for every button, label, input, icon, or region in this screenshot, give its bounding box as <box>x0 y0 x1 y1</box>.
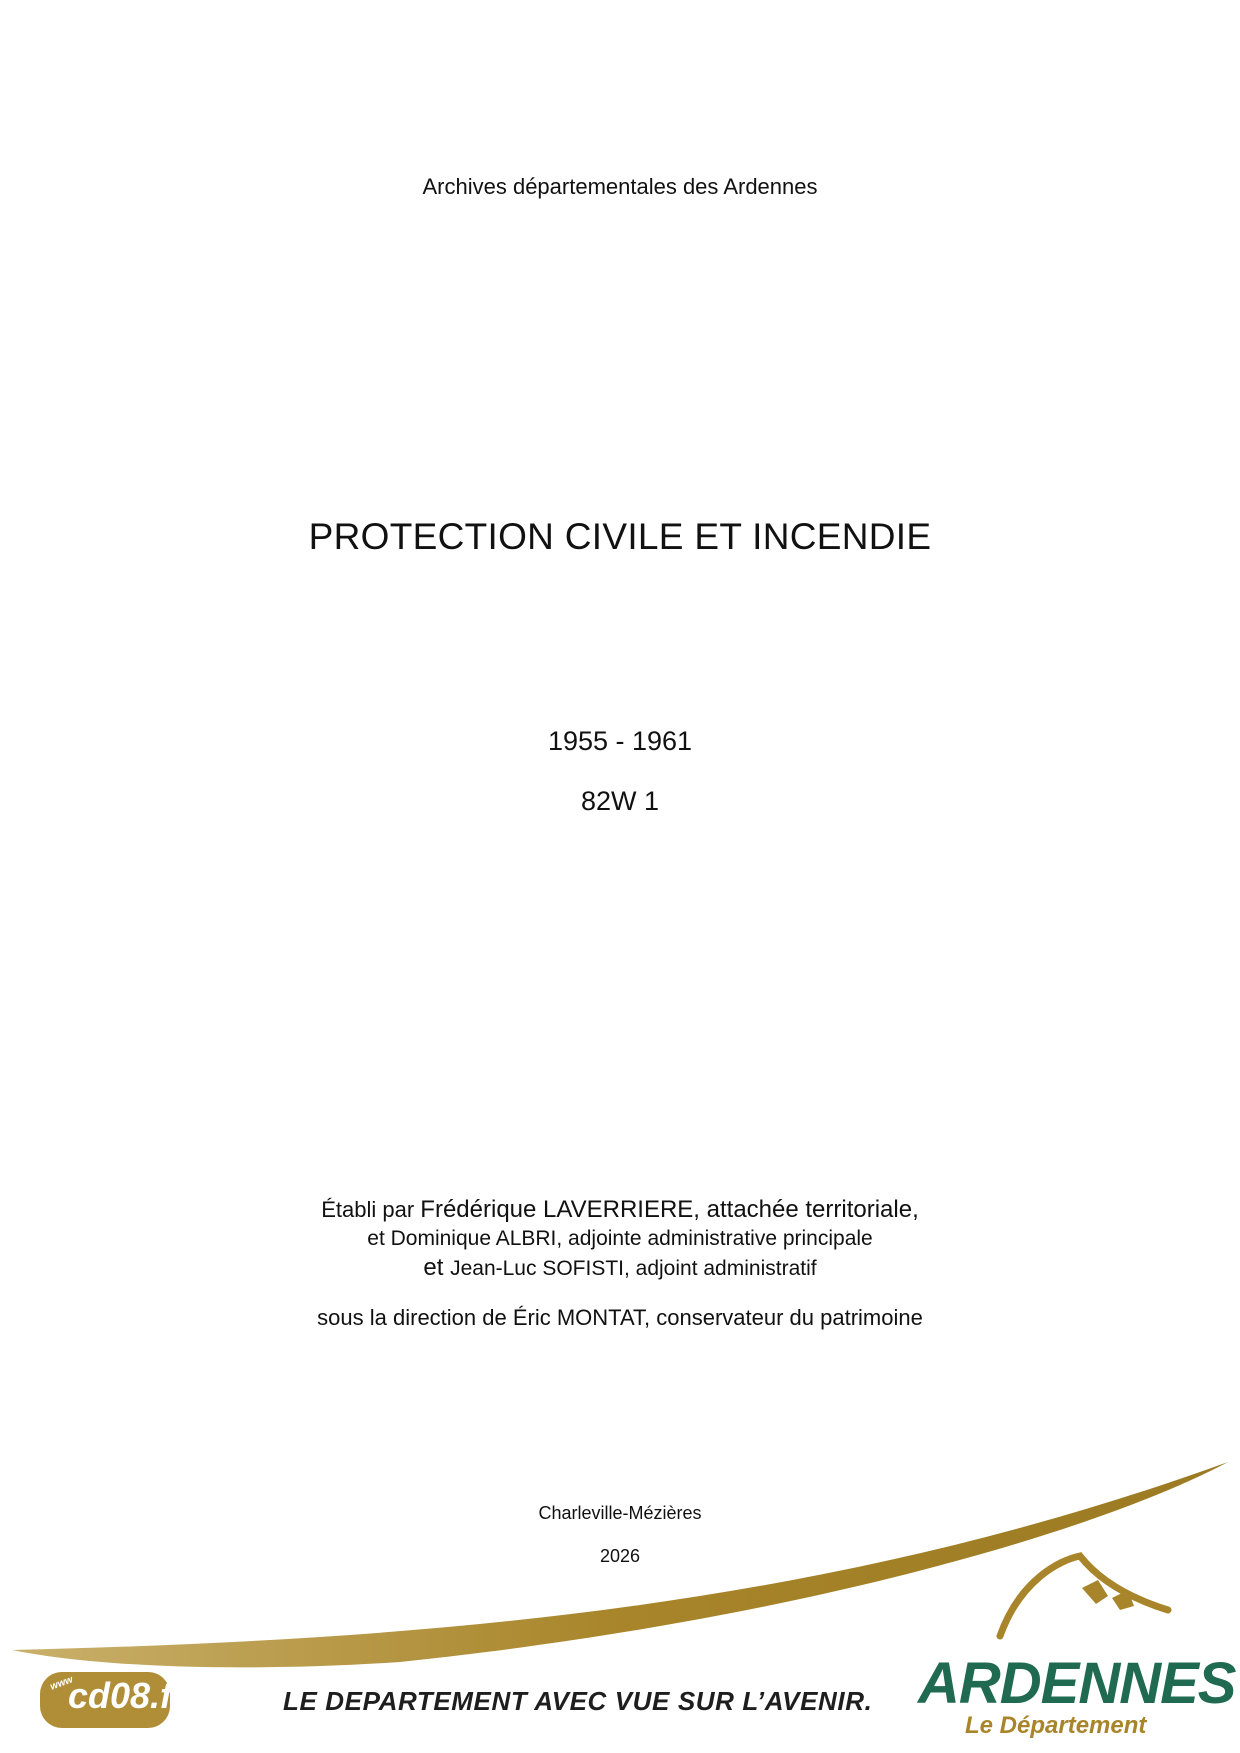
credits-line-1-rest: Frédérique LAVERRIERE, attachée territoriale, <box>420 1196 919 1223</box>
ardennes-logo-subtitle: Le Département <box>965 1712 1147 1739</box>
document-cote: 82W 1 <box>580 786 660 816</box>
institution-name: Archives départementales des Ardennes <box>422 174 818 199</box>
credits-block <box>0 1195 1240 1283</box>
credits-line-2: et Dominique ALBRI, adjointe administrative principale <box>367 1227 873 1250</box>
gold-swoosh <box>12 1462 1228 1667</box>
cd08-logo-text: cd08.fr <box>68 1675 187 1716</box>
credits-line-3 <box>0 1253 1240 1283</box>
credits-line-3-prefix: et <box>423 1254 451 1281</box>
document-dates: 1955 - 1961 <box>547 726 693 756</box>
publication-year: 2026 <box>599 1546 641 1566</box>
ardennes-emblem-icon <box>1000 1556 1168 1636</box>
cd08-logo-www: www <box>48 1674 75 1693</box>
direction-line: sous la direction de Éric MONTAT, conservateur du patrimoine <box>317 1305 923 1330</box>
ardennes-logo-word: ARDENNES <box>918 1651 1236 1716</box>
credits-line-3-rest: Jean-Luc SOFISTI, adjoint administratif <box>450 1257 817 1280</box>
credits-line-1-prefix: Établi par <box>321 1197 421 1222</box>
place-name: Charleville-Mézières <box>538 1503 702 1523</box>
department-slogan: LE DEPARTEMENT AVEC VUE SUR L’AVENIR. <box>283 1686 873 1716</box>
document-title: PROTECTION CIVILE ET INCENDIE <box>308 516 932 557</box>
credits-line-1 <box>0 1195 1240 1224</box>
